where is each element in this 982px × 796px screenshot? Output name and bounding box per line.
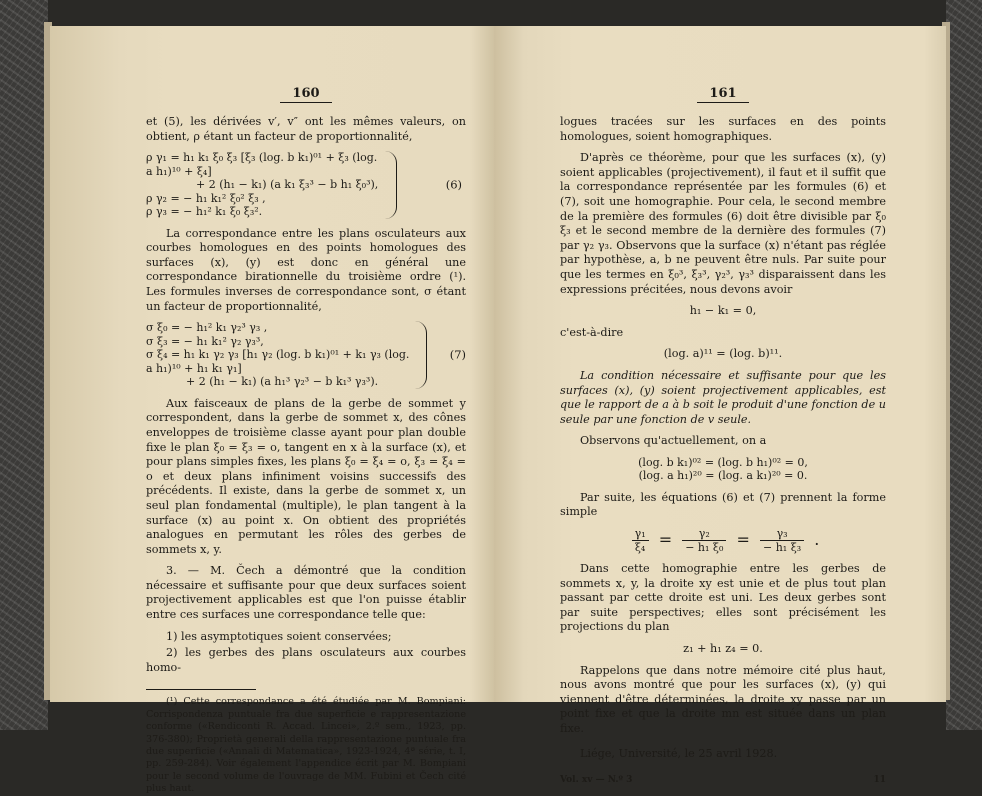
paragraph: logues tracées sur les surfaces en des points homologues, soient homographiques. — [560, 115, 886, 143]
conditions-list — [146, 630, 466, 676]
paragraph: Observons qu'actuellement, on a — [580, 434, 767, 448]
equation: z₁ + h₁ z₄ = 0. — [683, 642, 763, 656]
paragraph: Par suite, les équations (6) et (7) prennent la forme simple — [560, 490, 886, 519]
page-footer — [560, 775, 886, 785]
equation-line: + 2 (h₁ − k₁) (a k₁ ξ₃³ − b h₁ ξ₀³), — [196, 178, 379, 192]
book-cover-left — [0, 0, 48, 730]
paragraph: La correspondance entre les plans osculateurs aux courbes homologues en des points homologues des surfaces (x), (y) est donc en général une correspondance birationnelle du troisième ordre (¹). Les formules inverses de correspondance sont, σ étant un facteur de proportionnalité, — [146, 226, 466, 313]
equation-line: ρ γ₂ = − h₁ k₁² ξ₀² ξ₃ , — [146, 191, 266, 205]
equation: h₁ − k₁ = 0, — [689, 304, 757, 318]
right-page — [494, 26, 946, 786]
paragraph: Rappelons que dans notre mémoire cité plus haut, nous avons montré que pour les surfaces (x), (y) qui viennent d'être déterminées, la droite xy passe par un point fixe et que la droite mn est située dans un plan fixe. — [560, 663, 886, 735]
book-cover-right — [946, 0, 982, 730]
equation-number: (7) — [449, 347, 466, 362]
paragraph: et (5), les dérivées v′, v″ ont les mêmes valeurs, on obtient, ρ étant un facteur de proportionnalité, — [146, 115, 466, 143]
equation-line: (log. a h₁)²⁰ = (log. a k₁)²⁰ = 0. — [638, 469, 808, 483]
paragraph: 3. — M. Čech a démontré que la condition nécessaire et suffisante pour que deux surfaces soient projectivement applicables est que l'on puisse établir entre ces surfaces une correspondance telle que: — [146, 564, 466, 622]
list-item: 2) les gerbes des plans osculateurs aux courbes homo- — [146, 646, 466, 674]
page-number: 160 — [146, 86, 466, 101]
page-number: 161 — [560, 86, 886, 101]
equation-line: + 2 (h₁ − k₁) (a h₁³ γ₂³ − b k₁³ γ₃³). — [186, 375, 379, 389]
equation: (log. a)¹¹ = (log. b)¹¹. — [663, 347, 783, 361]
paragraph: D'après ce théorème, pour que les surfaces (x), (y) soient applicables (projectivement), il faut et il suffit que la correspondance représentée par les formules (6) et (7), soit une homographie. Pour cela, le second membre de la première des formules (6) doit être divisible par ξ₀ ξ₃ et le second membre de la dernière des formules (7) par γ₂ γ₃. Observons que la surface (x) n'étant pas réglée par hypothèse, a, b ne peuvent être nuls. Par suite pour que les termes en ξ₀³, ξ₃³, γ₂³, γ₃³ disparaissent dans les expressions précitées, nous devons avoir — [560, 151, 886, 296]
fraction-equation: $\frac{\text{γ₁}}{\text{ξ₄}}$ = $\frac{\text{γ₂}}{\text{− h₁ ξ₀}}$ = $\frac{\text{γ₃}}{\text{− h₁ ξ₃}}$ . — [560, 527, 886, 554]
footnote-rule — [146, 689, 256, 690]
signature: Liége, Université, le 25 avril 1928. — [580, 746, 778, 760]
signature-mark: 11 — [873, 775, 886, 786]
paragraph: c'est-à-dire — [560, 325, 624, 339]
equation-line: σ ξ₃ = − h₁ k₁² γ₂ γ₃³, — [146, 334, 264, 348]
volume-label: Vol. xv — N.º 3 — [560, 775, 633, 786]
equation-6 — [146, 151, 466, 219]
footnote: (¹) Cette correspondance a été étudiée par M. Bompiani: Corrispondenza puntuale fra due superficie e rappresentazione conforme («Rendiconti R. Accad. Lincei», 2.º sem., 1923, pp. 376-380); Proprietà generali della rappresentazione puntuale fra due superficie («Annali di Matematica», 1923-1924, 4ª série, t. I, pp. 259-284). Voir également l'appendice écrit par M. Bompiani pour le second volume de l'ouvrage de MM. Fubini et Čech cité plus haut. — [146, 696, 466, 795]
equation-line: ρ γ₁ = h₁ k₁ ξ₀ ξ₃ [ξ₃ (log. b k₁)⁰¹ + ξ₃ (log. a h₁)¹⁰ + ξ₄] — [146, 151, 378, 178]
equation-line: ρ γ₃ = − h₁² k₁ ξ₀ ξ₃². — [146, 205, 263, 219]
theorem: La condition nécessaire et suffisante pour que les surfaces (x), (y) soient projectivement applicables, est que le rapport de a à b soit le produit d'une fonction de u seule par une fonction de v seule. — [560, 368, 886, 426]
paragraph: Dans cette homographie entre les gerbes de sommets x, y, la droite xy est unie et de plus tout plan passant par cette droite est uni. Les deux gerbes sont par suite perspectives; elles sont précisément les projections du plan — [560, 562, 886, 634]
equation-line: σ ξ₄ = h₁ k₁ γ₂ γ₃ [h₁ γ₂ (log. b k₁)⁰¹ + k₁ γ₃ (log. a h₁)¹⁰ + h₁ k₁ γ₁] — [146, 348, 410, 375]
equation-7 — [146, 321, 466, 389]
equation — [560, 456, 886, 483]
equation-line: σ ξ₀ = − h₁² k₁ γ₂³ γ₃ , — [146, 321, 268, 335]
equation-number: (6) — [445, 177, 462, 192]
paragraph: Aux faisceaux de plans de la gerbe de sommet y correspondent, dans la gerbe de sommet x, des cônes enveloppes de troisième classe ayant pour plan double fixe le plan ξ₀ = ξ₃ = o, tangent en x à la surface (x), et pour plans simples fixes, les plans ξ₀ = ξ₄ = o, ξ₃ = ξ₄ = o et deux plans infiniment voisins successifs des précédents. Il existe, dans la gerbe de sommet x, un seul plan fondamental (multiple), le plan tangent à la surface (x) au point x. On obtient des propriétés analogues en permutant les rôles des gerbes de sommets x, y. — [146, 396, 466, 556]
left-page — [50, 26, 494, 795]
equation-line: (log. b k₁)⁰² = (log. b h₁)⁰² = 0, — [638, 455, 808, 469]
list-item: 1) les asymptotiques soient conservées; — [166, 629, 392, 643]
